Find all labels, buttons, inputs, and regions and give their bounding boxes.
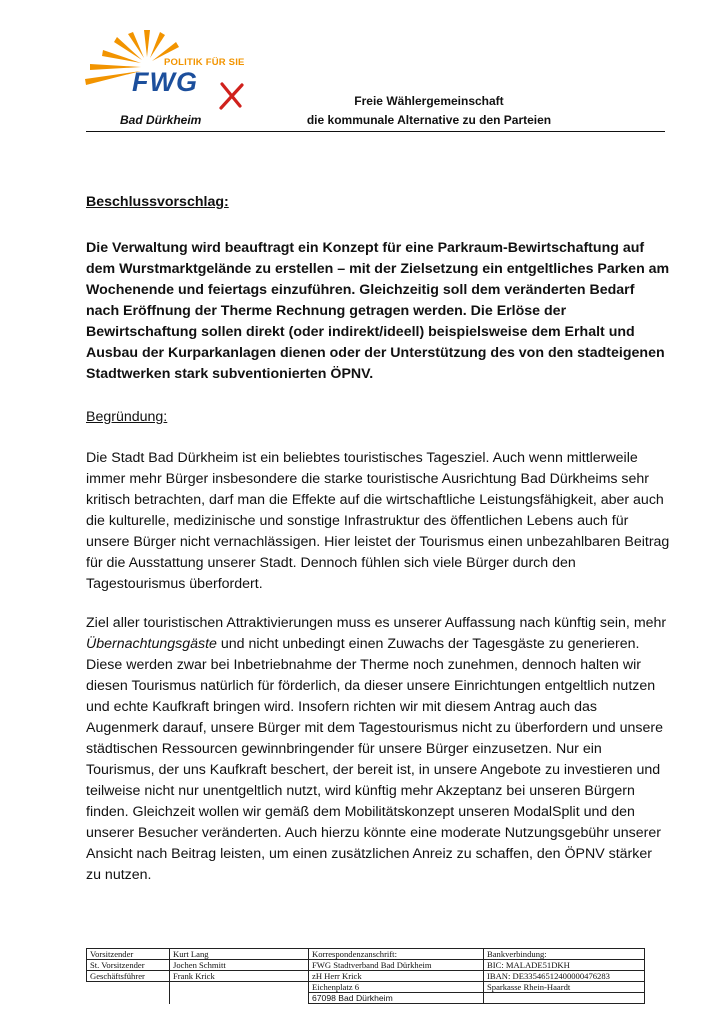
- footer-row: [87, 971, 645, 982]
- footer-info-table: [86, 948, 645, 1004]
- letterhead: [0, 0, 723, 140]
- footer-row: [87, 960, 645, 971]
- footer-cell: 67098 Bad Dürkheim: [309, 993, 484, 1004]
- city-name: Bad Dürkheim: [120, 113, 202, 127]
- footer-cell: [87, 993, 170, 1004]
- footer-row: [87, 993, 645, 1004]
- footer-row: [87, 982, 645, 993]
- footer-cell: IBAN: DE33546512400000476283: [484, 971, 645, 982]
- fwg-logo: [84, 30, 254, 114]
- footer-cell: [87, 982, 170, 993]
- paragraph-2-emphasis: Übernachtungsgäste: [86, 636, 217, 652]
- footer-cell: Korrespondenzanschrift:: [309, 949, 484, 960]
- footer-cell: Vorsitzender: [87, 949, 170, 960]
- footer-cell: [170, 982, 309, 993]
- paragraph-2-part-1: Ziel aller touristischen Attraktivierungen muss es unserer Auffassung nach künftig sein, mehr: [86, 615, 667, 631]
- footer-cell: Frank Krick: [170, 971, 309, 982]
- footer-cell: [484, 993, 645, 1004]
- header-divider: [86, 131, 665, 132]
- organization-name: Freie Wählergemeinschaft: [354, 94, 504, 108]
- ballot-cross-icon: [221, 84, 242, 108]
- footer-cell: Sparkasse Rhein-Haardt: [484, 982, 645, 993]
- footer-cell: BIC: MALADE51DKH: [484, 960, 645, 971]
- footer-cell: FWG Stadtverband Bad Dürkheim: [309, 960, 484, 971]
- footer-cell: Geschäftsführer: [87, 971, 170, 982]
- footer-cell: Kurt Lang: [170, 949, 309, 960]
- reasoning-paragraph-2: [86, 613, 670, 886]
- logo-slogan: POLITIK FÜR SIE: [164, 57, 245, 68]
- reasoning-paragraph-1: Die Stadt Bad Dürkheim ist ein beliebtes touristisches Tagesziel. Auch wenn mittlerweile immer mehr Bürger insbesondere die starke touristische Ausrichtung Bad Dürkheims sehr kritisch betrachten, darf man die Effekte auf die wirtschaftliche Leistungsfähigkeit, aber auch die kulturelle, medizinische und sonstige Infrastruktur des öffentlichen Lebens auch für unsere Bürger nicht vernachlässigen. Hier leistet der Tourismus einen unbezahlbaren Beitrag für die Ausstattung unserer Stadt. Dennoch fühlen sich viele Bürger durch den Tagestourismus überfordert.: [86, 450, 670, 592]
- footer-cell: [170, 993, 309, 1004]
- footer-cell: Bankverbindung:: [484, 949, 645, 960]
- logo-brand: FWG: [132, 67, 198, 97]
- footer-cell: St. Vorsitzender: [87, 960, 170, 971]
- footer-cell: zH Herr Krick: [309, 971, 484, 982]
- footer-row: [87, 949, 645, 960]
- paragraph-2-part-2: und nicht unbedingt einen Zuwachs der Tagesgäste zu generieren. Diese werden zwar bei Inbetriebnahme der Therme noch zunehmen, dennoch halten wir diesen Tourismus natürlich für förderlich, da dieser unsere Einrichtungen entgeltlich nutzen und echte Kaufkraft bringen wird. Insofern richten wir mit diesem Antrag auch das Augenmerk darauf, unsere Bürger mit dem Tagestourismus nicht zu überfordern und unsere städtischen Ressourcen gewinnbringender für unsere Bürger einzusetzen. Nur ein Tourismus, der uns Kaufkraft beschert, der bereit ist, in unsere Angebote zu investieren und teilweise nicht nur unentgeltlich nutzt, wird künftig mehr Akzeptanz bei unseren Bürgern finden. Gleichzeit wollen wir gemäß dem Mobilitätskonzept unseren ModalSplit und den unserer Besucher veränderten. Auch hierzu könnte eine moderate Nutzungsgebühr unserer Ansicht nach Beitrag leisten, um einen zusätzlichen Anreiz zu schaffen, den ÖPNV stärker zu nutzen.: [86, 636, 664, 883]
- reasoning-heading: Begründung:: [86, 409, 168, 425]
- proposal-heading: Beschlussvorschlag:: [86, 194, 229, 210]
- footer-cell: Jochen Schmitt: [170, 960, 309, 971]
- organization-tagline: die kommunale Alternative zu den Parteien: [306, 113, 552, 127]
- proposal-text: Die Verwaltung wird beauftragt ein Konzept für eine Parkraum-Bewirtschaftung auf dem Wurstmarktgelände zu erstellen – mit der Zielsetzung ein entgeltliches Parken am Wochenende und feiertags einzuführen. Gleichzeitig soll dem veränderten Bedarf nach Eröffnung der Therme Rechnung getragen werden. Die Erlöse der Bewirtschaftung sollen direkt (oder indirekt/ideell) beispielsweise dem Erhalt und Ausbau der Kurparkanlagen dienen oder der Unterstützung des von den stadteigenen Stadtwerken stark subventionierten ÖPNV.: [86, 240, 670, 382]
- document-body: [86, 192, 670, 886]
- footer-cell: Eichenplatz 6: [309, 982, 484, 993]
